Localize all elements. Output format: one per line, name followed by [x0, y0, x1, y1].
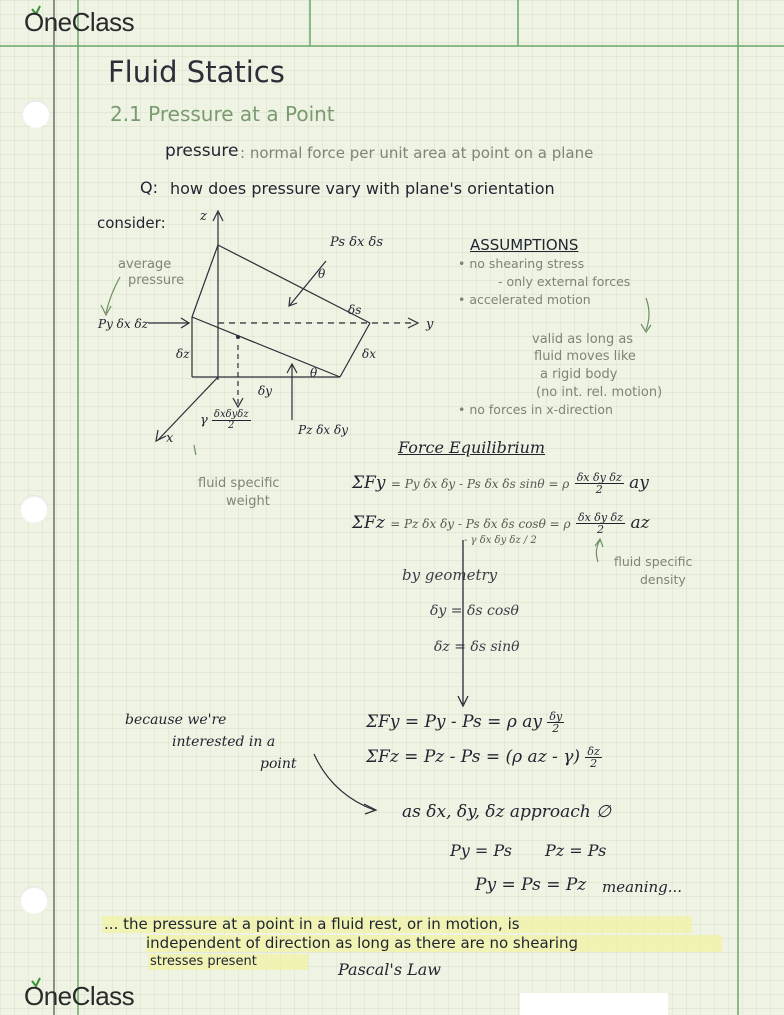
assumption-item: - only external forces	[498, 274, 631, 289]
because-note: interested in a	[172, 734, 276, 750]
pascals-law-label: Pascal's Law	[338, 960, 441, 979]
z-axis-label: z	[200, 209, 207, 224]
dz-label: δz	[176, 347, 190, 361]
fy-rhs: = Py δx δy - Ps δx δs sinθ = ρ	[390, 477, 570, 491]
assumption-item: • accelerated motion	[458, 292, 591, 307]
valid-note: a rigid body	[540, 367, 618, 382]
gamma-numerator: δxδyδz	[213, 409, 249, 420]
fy-equation	[352, 472, 649, 495]
fz-equation	[352, 512, 650, 535]
fz-numerator: δx δy δz	[577, 511, 624, 524]
assumption-item: • no forces in x-direction	[458, 402, 613, 417]
binder-hole	[22, 100, 50, 128]
y-axis-label: y	[426, 317, 434, 332]
dx-label: δx	[362, 347, 376, 361]
ps-force-label: Ps δx δs	[330, 235, 383, 250]
because-note: point	[260, 756, 297, 772]
conclusion-line: stresses present	[150, 954, 257, 969]
question-label: Q:	[140, 178, 158, 197]
fy-accel: ay	[629, 473, 649, 493]
binder-hole	[20, 495, 48, 523]
reduced-fz-text: ΣFz = Pz - Ps = (ρ az - γ)	[366, 747, 580, 767]
reduced-fy-text: ΣFy = Py - Ps = ρ ay	[366, 712, 542, 732]
oneclass-logo-top: OneClass	[24, 7, 135, 37]
reduced-fz-denominator: 2	[590, 757, 598, 770]
reduced-fz-numerator: δz	[587, 745, 600, 758]
binder-hole	[20, 886, 48, 914]
valid-note: fluid moves like	[534, 349, 636, 364]
reduced-fz-fraction	[585, 746, 601, 769]
geometry-eq: δy = δs cosθ	[430, 603, 519, 619]
x-axis-label: x	[166, 431, 174, 446]
down-arrow-icon	[456, 540, 470, 712]
py-force-label: Py δx δz	[98, 317, 149, 331]
fy-denominator: 2	[595, 483, 603, 496]
force-eq-title: Force Equilibrium	[398, 438, 546, 457]
pressure-definition: : normal force per unit area at point on a plane	[240, 144, 594, 162]
fy-fraction	[575, 472, 624, 495]
limit-eq: Pz = Ps	[545, 841, 607, 860]
meaning-note: meaning...	[602, 878, 683, 896]
limit-eq: Py = Ps	[450, 841, 512, 860]
fz-lhs: ΣFz	[352, 513, 385, 533]
geometry-eq: δz = δs sinθ	[434, 639, 520, 655]
consider-label: consider:	[97, 214, 166, 232]
gamma-fraction	[212, 410, 251, 431]
limit-eq: Py = Ps = Pz	[475, 875, 587, 895]
assumptions-title: ASSUMPTIONS	[470, 236, 579, 254]
reduced-fz	[366, 746, 602, 769]
question-text: how does pressure vary with plane's orientation	[170, 179, 555, 198]
reduced-fy-numerator: δy	[549, 710, 563, 723]
gamma-weight-term	[200, 410, 251, 431]
gamma-symbol: γ	[200, 413, 208, 428]
page-title: Fluid Statics	[108, 55, 285, 89]
assumption-item: • no shearing stress	[458, 256, 585, 271]
density-note: density	[640, 572, 686, 587]
valid-note: valid as long as	[532, 332, 634, 347]
reduced-fy-denominator: 2	[552, 722, 560, 735]
reduced-fy	[366, 711, 564, 734]
fz-fraction	[576, 512, 625, 535]
fy-lhs: ΣFy	[352, 473, 386, 493]
fy-numerator: δx δy δz	[576, 471, 622, 484]
avg-pressure-note: average	[118, 257, 172, 272]
ds-label: δs	[348, 303, 362, 317]
conclusion-line: independent of direction as long as there are no shearing	[146, 934, 579, 952]
arrow-icon	[638, 296, 658, 336]
theta-label: θ	[310, 366, 318, 380]
pz-force-label: Pz δx δy	[298, 423, 349, 437]
fz-gamma-term: - γ δx δy δz / 2	[464, 535, 537, 546]
oneclass-logo-bottom: OneClass	[24, 981, 135, 1011]
conclusion-line: ... the pressure at a point in a fluid rest, or in motion, is	[104, 915, 520, 933]
fz-rhs: = Pz δx δy - Ps δx δs cosθ = ρ	[390, 517, 571, 531]
fluid-weight-note: weight	[226, 494, 270, 509]
reduced-fy-fraction	[547, 711, 564, 734]
section-heading: 2.1 Pressure at a Point	[110, 102, 335, 126]
fz-denominator: 2	[597, 523, 604, 536]
theta-label: θ	[318, 267, 326, 281]
fz-accel: az	[630, 513, 650, 533]
geometry-label: by geometry	[402, 566, 498, 584]
gamma-denominator: 2	[228, 420, 235, 431]
dy-label: δy	[258, 384, 273, 398]
pressure-term: pressure	[165, 141, 239, 161]
avg-pressure-note: pressure	[128, 273, 185, 288]
valid-note: (no int. rel. motion)	[536, 385, 663, 400]
arrow-icon	[592, 538, 612, 564]
because-note: because we're	[125, 712, 227, 728]
fluid-weight-note: fluid specific	[198, 476, 280, 491]
density-note: fluid specific	[614, 554, 693, 569]
limit-statement: as δx, δy, δz approach ∅	[402, 802, 611, 822]
